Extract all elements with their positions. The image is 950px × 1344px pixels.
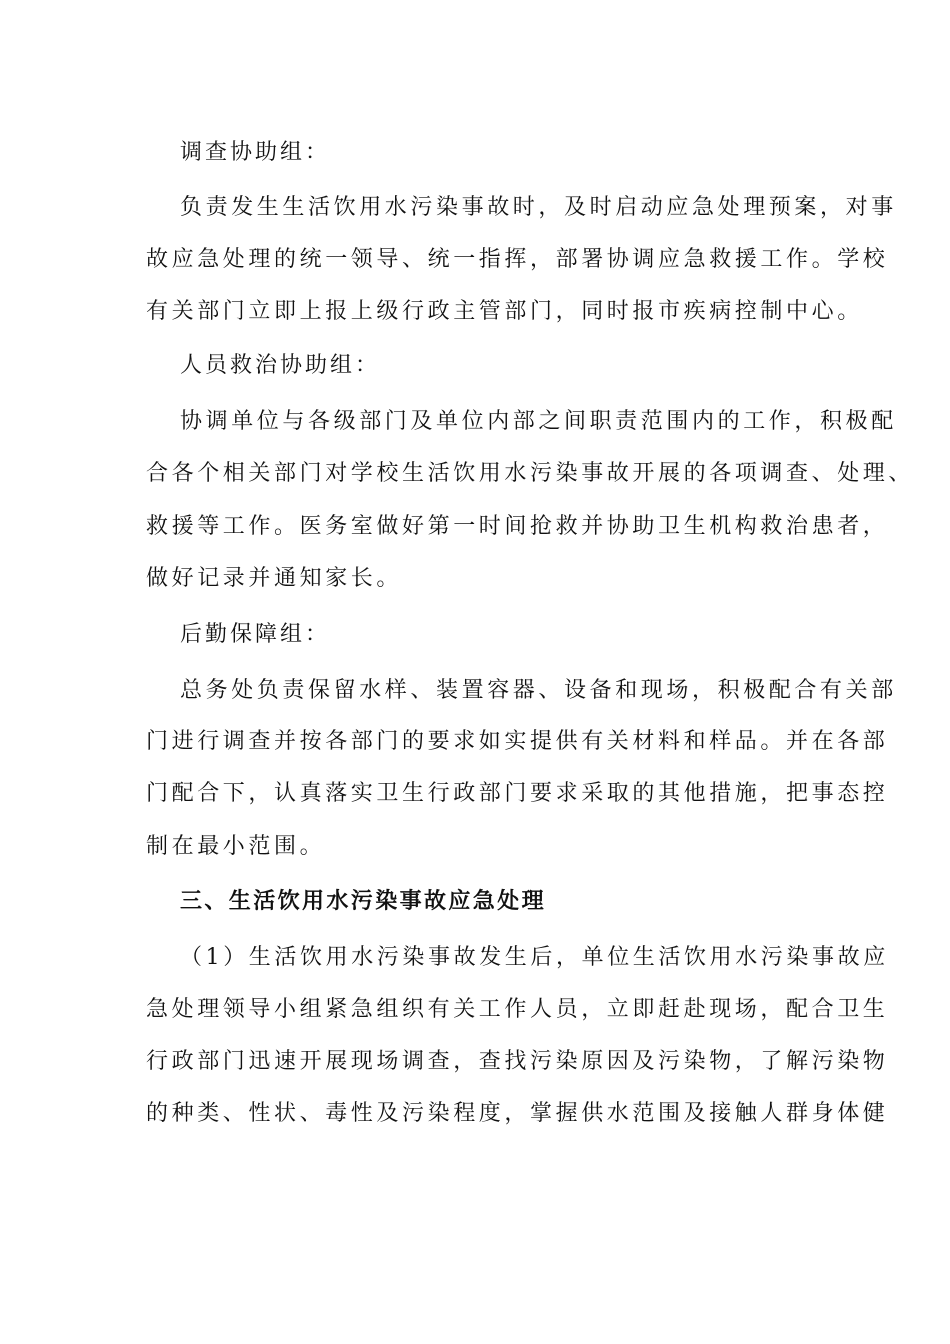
section-heading: 三、生活饮用水污染事故应急处理: [180, 889, 547, 914]
paragraph-line: 门进行调查并按各部门的要求如实提供有关材料和样品。并在各部: [146, 729, 889, 754]
paragraph-line: 行政部门迅速开展现场调查，查找污染原因及污染物，了解污染物: [146, 1049, 889, 1074]
paragraph-line: 门配合下，认真落实卫生行政部门要求采取的其他措施，把事态控: [146, 781, 889, 806]
paragraph-line: 的种类、性状、毒性及污染程度，掌握供水范围及接触人群身体健: [146, 1101, 889, 1126]
paragraph-line: 合各个相关部门对学校生活饮用水污染事故开展的各项调查、处理、: [146, 461, 915, 486]
paragraph-line: 故应急处理的统一领导、统一指挥，部署协调应急救援工作。学校: [146, 247, 889, 272]
paragraph-line: 总务处负责保留水样、装置容器、设备和现场，积极配合有关部: [180, 678, 897, 703]
section-label-treatment: 人员救治协助组：: [180, 353, 381, 378]
paragraph-line: 急处理领导小组紧急组织有关工作人员，立即赶赴现场，配合卫生: [146, 997, 889, 1022]
section-label-logistics: 后勤保障组：: [180, 622, 331, 647]
section-label-investigation: 调查协助组：: [180, 140, 331, 165]
paragraph-line: 做好记录并通知家长。: [146, 566, 403, 591]
paragraph-line: 救援等工作。医务室做好第一时间抢救并协助卫生机构救治患者，: [146, 514, 889, 539]
paragraph-line: 有关部门立即上报上级行政主管部门，同时报市疾病控制中心。: [146, 299, 863, 324]
paragraph-line: （1）生活饮用水污染事故发生后，单位生活饮用水污染事故应: [180, 945, 889, 970]
paragraph-line: 制在最小范围。: [146, 834, 326, 859]
paragraph-line: 负责发生生活饮用水污染事故时，及时启动应急处理预案，对事: [180, 195, 897, 220]
paragraph-line: 协调单位与各级部门及单位内部之间职责范围内的工作，积极配: [180, 409, 897, 434]
